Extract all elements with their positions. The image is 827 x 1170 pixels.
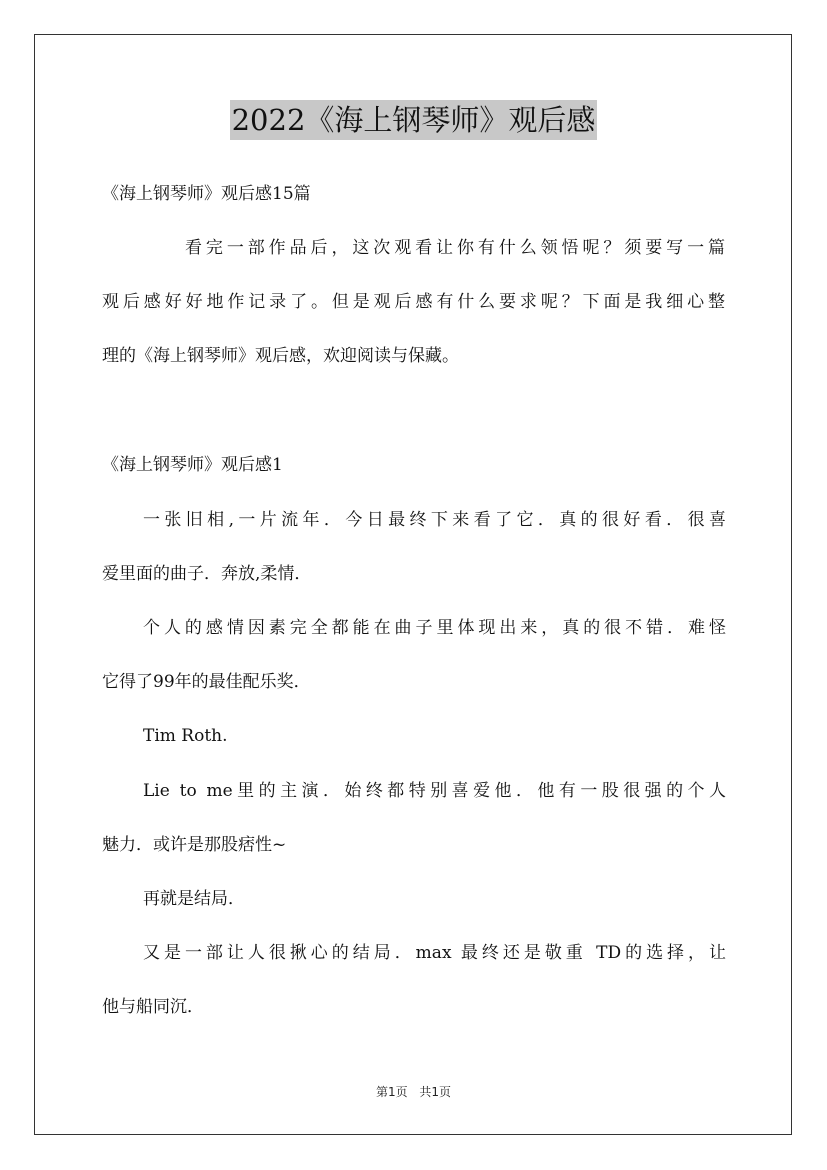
intro-line: 看完一部作品后，这次观看让你有什么领悟呢？须要写一篇 [185, 238, 725, 258]
body-line: 魅力．或许是那股痞性~ [102, 835, 287, 855]
page-number-total: 共1页 [419, 1085, 452, 1099]
document-subtitle: 《海上钢琴师》观后感15篇 [102, 184, 311, 204]
body-line: 再就是结局． [143, 889, 245, 909]
page-footer [0, 1083, 827, 1100]
body-line: 又是一部让人很揪心的结局．max 最终还是敬重 TD的选择，让 [143, 943, 726, 963]
body-line: 他与船同沉． [102, 997, 204, 1017]
title-container [0, 100, 827, 140]
body-line: Tim Roth. [143, 726, 228, 746]
body-line: Lie to me里的主演．始终都特别喜爱他．他有一股很强的个人 [143, 781, 726, 801]
body-line: 爱里面的曲子．奔放,柔情． [102, 564, 312, 584]
intro-line: 理的《海上钢琴师》观后感，欢迎阅读与保藏。 [102, 346, 459, 366]
intro-line: 观后感好好地作记录了。但是观后感有什么要求呢？下面是我细心整 [102, 292, 725, 312]
body-line: 它得了99年的最佳配乐奖． [102, 672, 311, 692]
document-title: 2022《海上钢琴师》观后感 [230, 100, 598, 140]
section-heading: 《海上钢琴师》观后感1 [102, 455, 283, 475]
body-line: 一张旧相,一片流年．今日最终下来看了它．真的很好看．很喜 [143, 510, 726, 530]
page-number-current: 第1页 [375, 1085, 408, 1099]
body-line: 个人的感情因素完全都能在曲子里体现出来，真的很不错．难怪 [143, 618, 726, 638]
